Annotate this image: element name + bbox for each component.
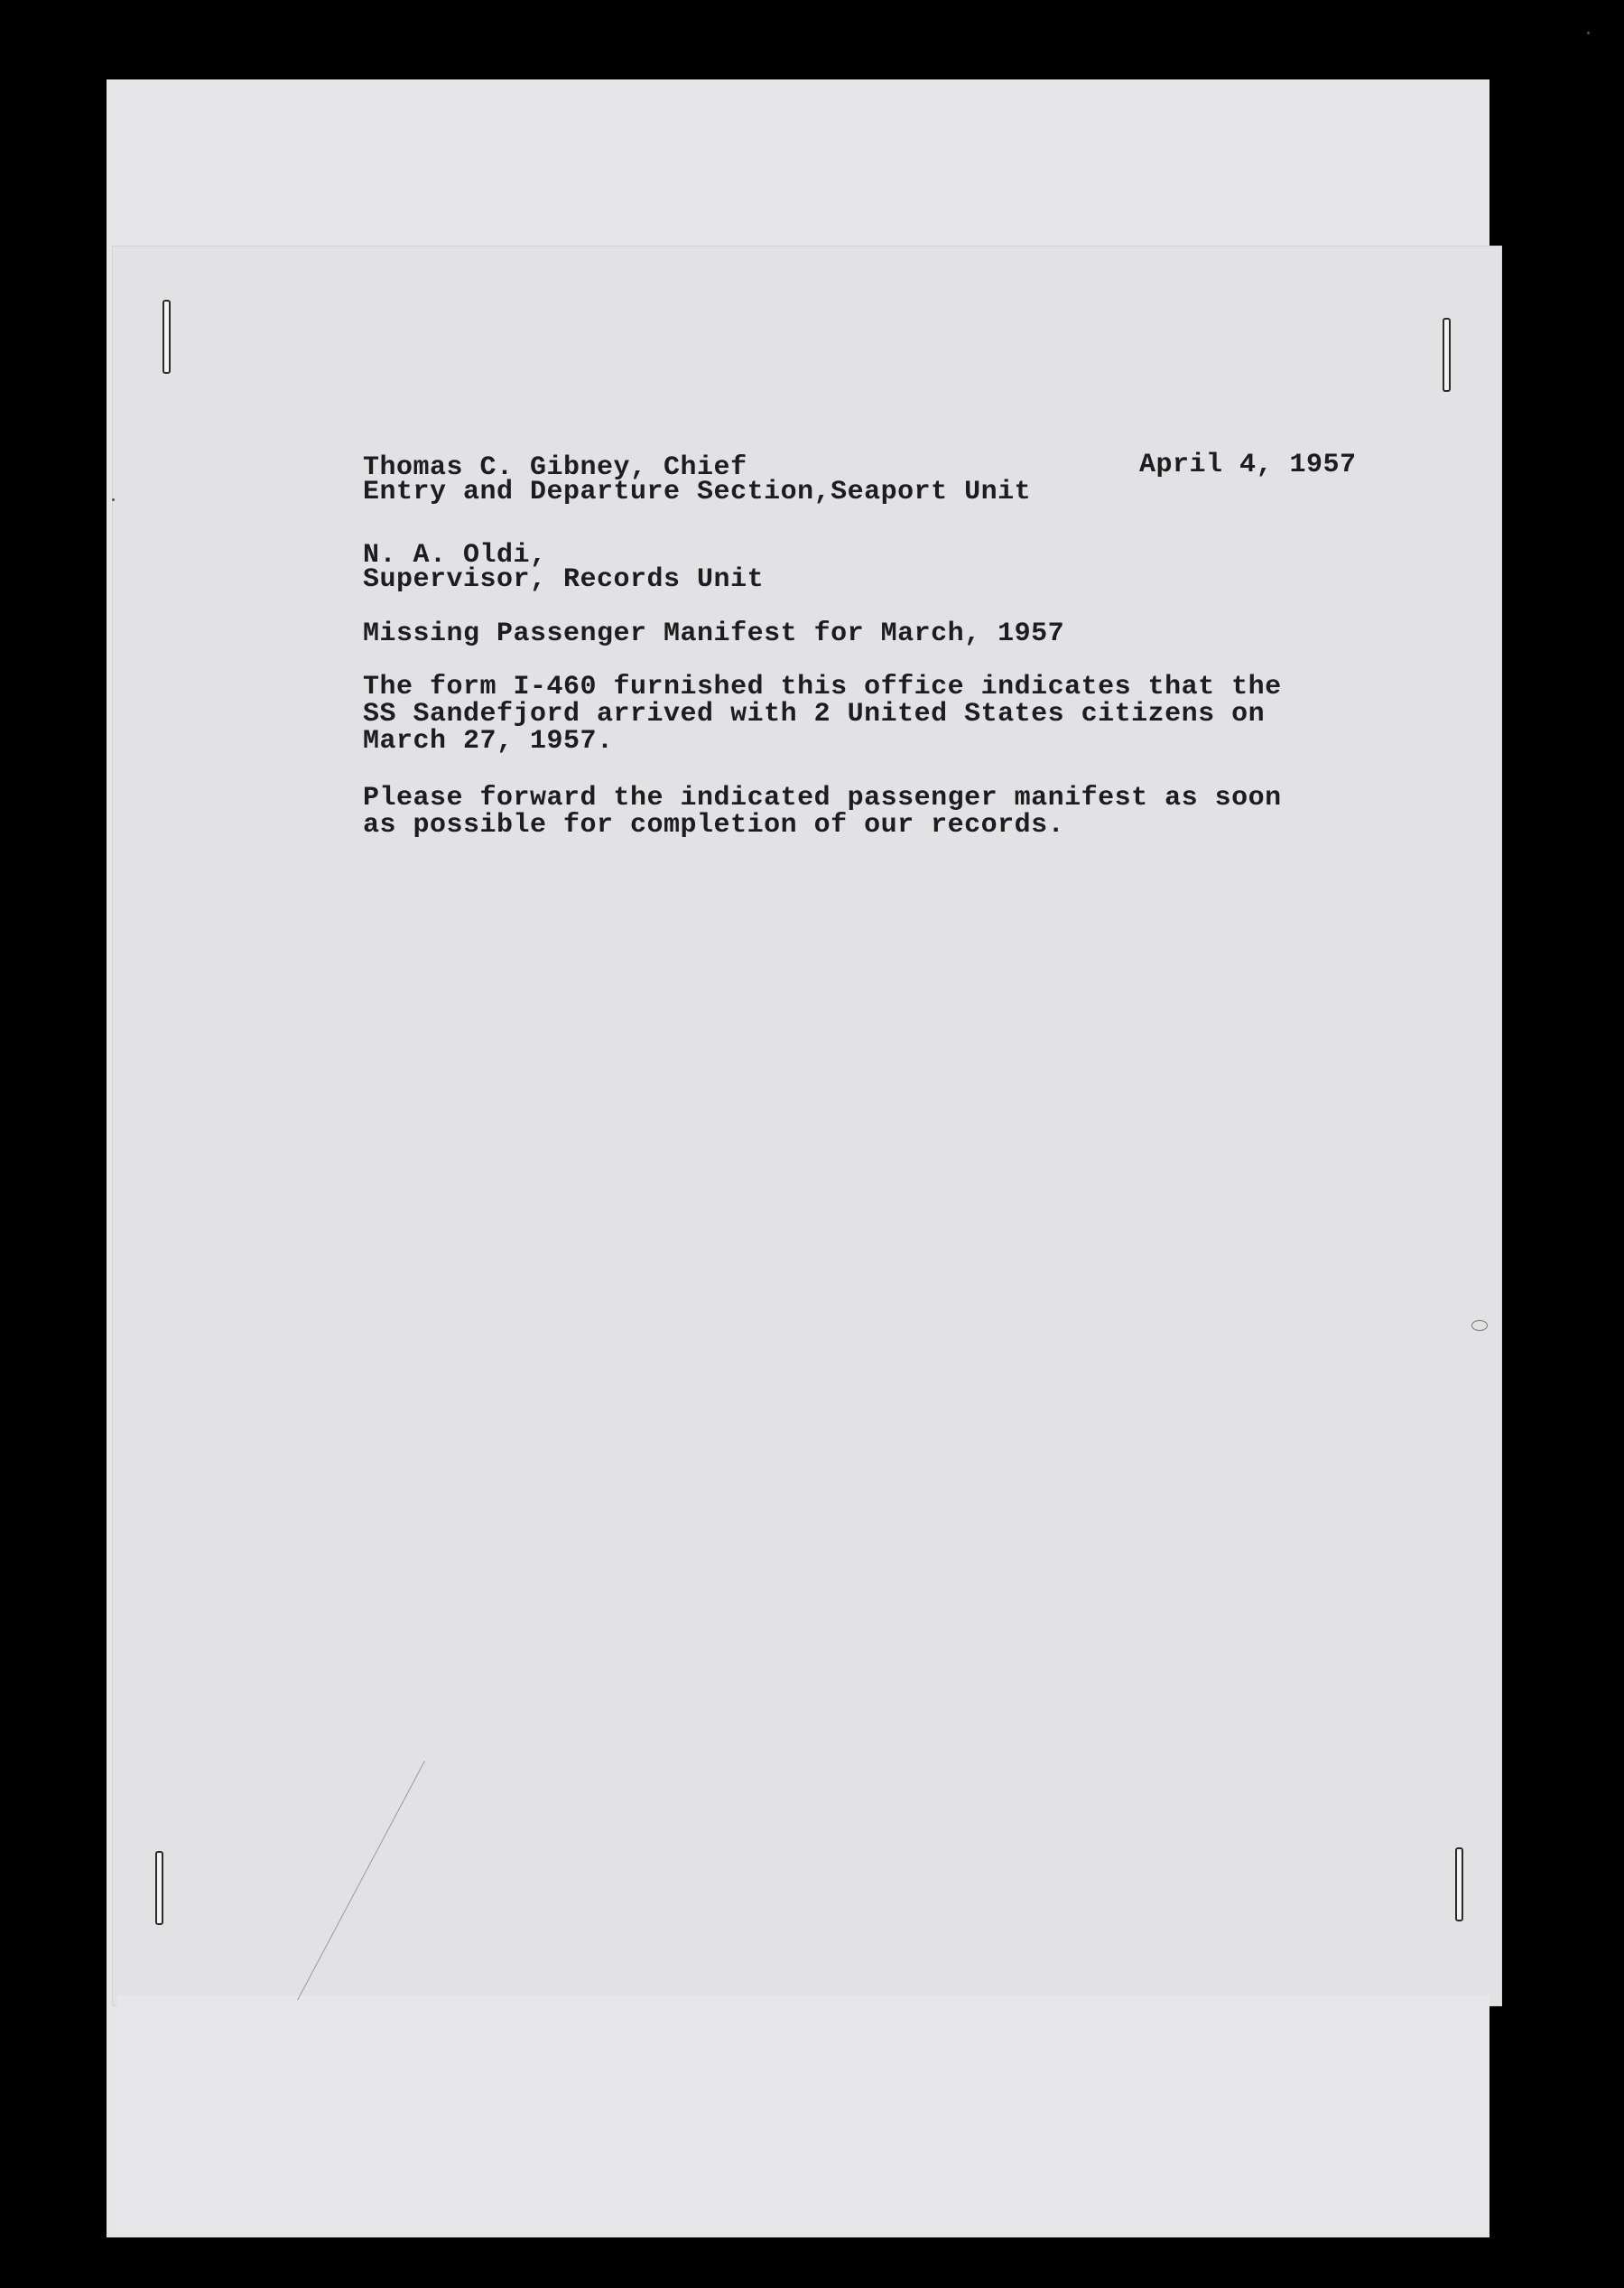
body-line: Please forward the indicated passenger manifest as soon [363, 783, 1282, 814]
body-line: March 27, 1957. [363, 726, 614, 757]
staple-bottom-right [1455, 1847, 1463, 1921]
body-line: as possible for completion of our records. [363, 810, 1065, 841]
staple-top-right [1443, 318, 1451, 392]
from-department: Entry and Departure Section,Seaport Unit [363, 477, 1032, 507]
staple-top-left [162, 300, 171, 374]
staple-bottom-left [155, 1851, 163, 1925]
body-line: The form I-460 furnished this office indicates that the [363, 672, 1282, 702]
speck [112, 498, 115, 501]
speck [1587, 32, 1590, 34]
to-name: N. A. Oldi, [363, 540, 547, 571]
memo-subject: Missing Passenger Manifest for March, 1957 [363, 619, 1065, 649]
to-title: Supervisor, Records Unit [363, 564, 765, 595]
memo-sheet [112, 246, 1502, 2006]
pen-mark [1471, 1320, 1488, 1331]
memo-date: April 4, 1957 [1139, 450, 1357, 480]
from-name: Thomas C. Gibney, Chief [363, 452, 747, 483]
body-line: SS Sandefjord arrived with 2 United States citizens on [363, 699, 1266, 730]
lower-sheet-edge [117, 1995, 1489, 2230]
